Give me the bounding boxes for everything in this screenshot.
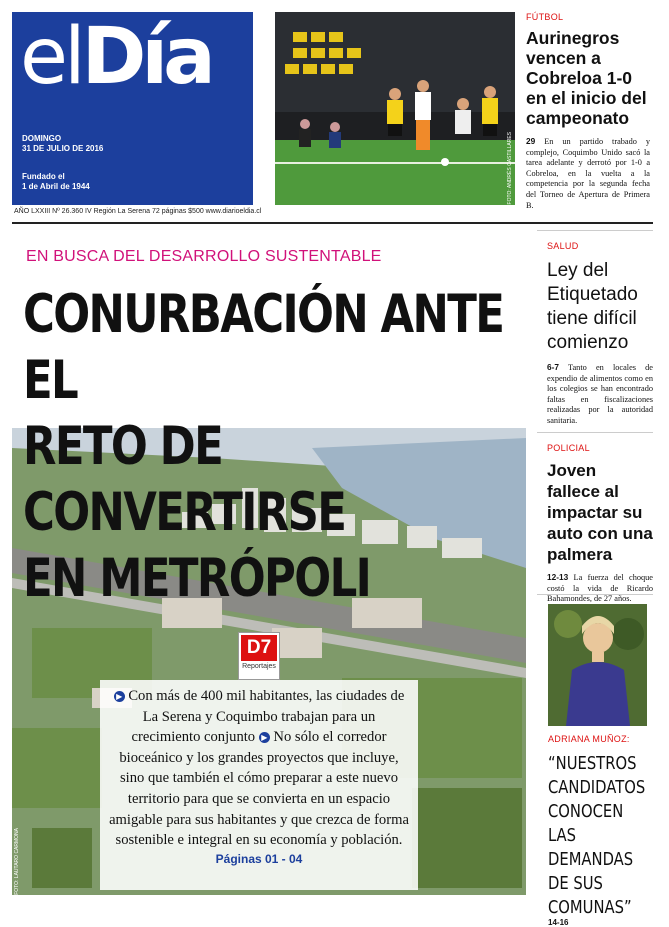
issue-info-line: AÑO LXXIII Nº 26.360 IV Región La Serena 72 páginas $500 www.diarioeldia.cl — [14, 208, 262, 215]
interview-page: 14-16 — [548, 918, 569, 927]
section-code: D7 — [241, 635, 277, 661]
section-name: Reportajes — [242, 663, 276, 670]
main-photo-credit: FOTO: LAUTARO CARMONA — [14, 828, 20, 895]
interview-story[interactable] — [548, 734, 652, 927]
health-body-text: Tanto en locales de expendio de alimentos como en los colegios se han encontrado faltas en fiscalizaciones realizadas por la autoridad sanitaria. — [547, 363, 653, 425]
logo-prefix: el — [20, 12, 82, 102]
founded-label: Fundado el — [22, 172, 65, 181]
logo-main: Día — [81, 12, 211, 102]
top-divider — [12, 222, 653, 224]
police-kicker: POLICIAL — [547, 443, 590, 453]
main-story[interactable] — [12, 228, 526, 895]
interview-quote[interactable]: “NUESTROS CANDIDATOS CONOCEN LAS DEMANDAS DE SUS COMUNAS” — [548, 753, 646, 918]
football-story[interactable] — [526, 12, 650, 211]
football-photo[interactable] — [275, 12, 515, 205]
football-body — [526, 136, 650, 211]
main-summary — [108, 686, 410, 851]
main-eyebrow: EN BUSCA DEL DESARROLLO SUSTENTABLE — [26, 248, 382, 265]
interview-portrait[interactable] — [548, 604, 647, 726]
football-headline[interactable]: Aurinegros vencen a Cobreloa 1-0 en el inicio del campeonato — [526, 28, 647, 128]
interview-kicker: ADRIANA MUÑOZ: — [548, 734, 630, 744]
issue-weekday: DOMINGO — [22, 134, 62, 143]
main-summary-part2: No sólo el corredor bioceánico y los grandes proyectos que incluye, sino que también el cómo preparar a este nuevo territorio para que se convierta en un espacio amigable para sus habitantes y que crezca de forma sostenible e integral en su economía y población. — [109, 729, 409, 849]
football-match-image — [275, 12, 515, 205]
police-headline[interactable]: Joven fallece al impactar su auto con una palmera — [547, 461, 653, 564]
section-badge[interactable] — [238, 632, 280, 680]
issue-full-date: 31 DE JULIO DE 2016 — [22, 144, 104, 153]
arrow-right-icon: ▶ — [259, 732, 270, 743]
police-story[interactable] — [537, 432, 653, 604]
newspaper-logo[interactable] — [20, 12, 211, 102]
masthead — [12, 12, 253, 205]
football-page: 29 — [526, 136, 536, 146]
main-pages-link[interactable]: Páginas 01 - 04 — [215, 851, 303, 866]
football-kicker: FÚTBOL — [526, 12, 564, 22]
main-headline[interactable] — [23, 282, 531, 612]
portrait-image — [548, 604, 647, 726]
founded-note — [22, 172, 90, 192]
health-story[interactable] — [537, 230, 653, 426]
police-page: 12-13 — [547, 572, 569, 582]
main-summary-box — [100, 680, 418, 890]
health-kicker: SALUD — [547, 241, 579, 251]
main-headline-line1: CONURBACIÓN ANTE EL — [23, 284, 504, 411]
founded-date: 1 de Abril de 1944 — [22, 182, 90, 191]
arrow-right-icon: ▶ — [114, 691, 125, 702]
police-body-text: La fuerza del choque costó la vida de Ricardo Bahamondes, de 27 años. — [547, 573, 653, 604]
health-page: 6-7 — [547, 362, 559, 372]
main-headline-line3: EN METRÓPOLI — [23, 548, 371, 609]
health-headline[interactable]: Ley del Etiquetado tiene difícil comienzo — [547, 260, 638, 353]
main-summary-part1: Con más de 400 mil habitantes, las ciudades de La Serena y Coquimbo trabajan para un crecimiento conjunto — [128, 688, 405, 746]
football-photo-credit: FOTO: ANDRÉS CASTILLARES — [507, 132, 513, 205]
football-body-text: En un partido trabado y complejo, Coquimbo Unido sacó la tarea adelante y derrotó por 1-0 a Cobreloa, en la vuelta a la competencia por la segunda fecha del Torneo de Apertura de Primera B. — [526, 137, 651, 210]
main-headline-line2: RETO DE CONVERTIRSE — [23, 416, 346, 543]
issue-date — [22, 134, 103, 154]
health-body — [547, 362, 653, 427]
